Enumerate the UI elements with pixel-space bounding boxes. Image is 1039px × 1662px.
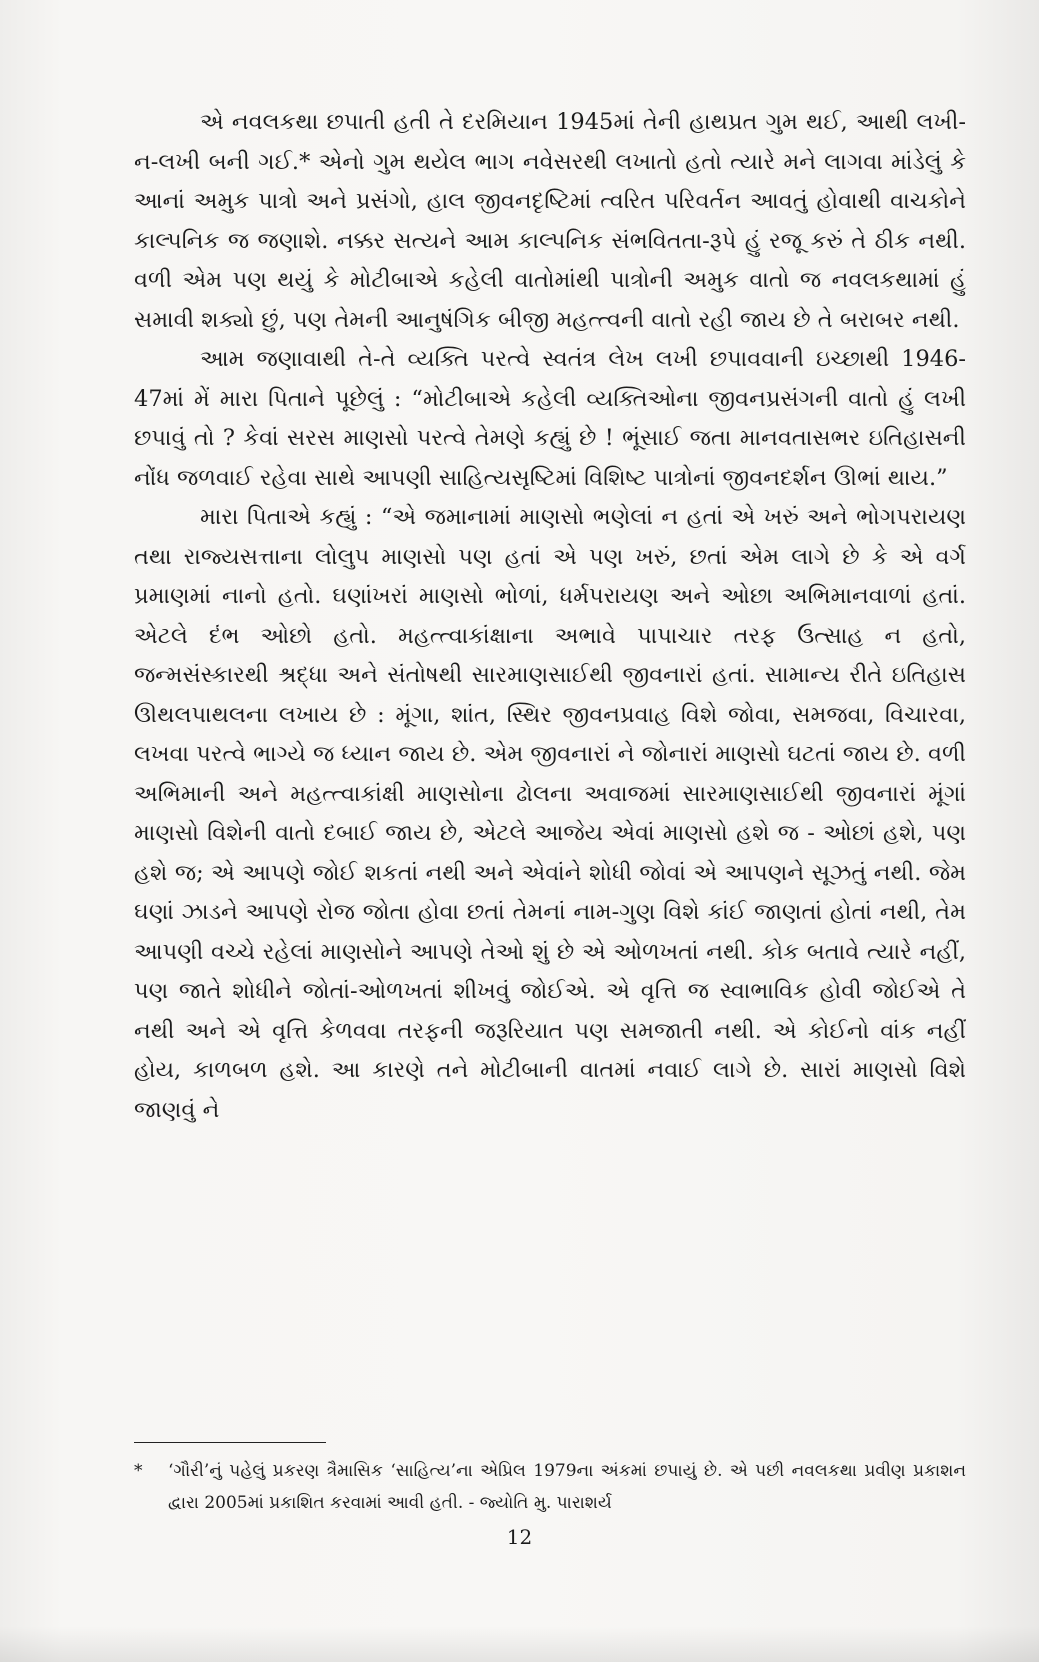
body-text <box>134 103 966 1130</box>
footnote-text: ‘ગૌરી’નું પહેલું પ્રકરણ ત્રૈમાસિક ‘સાહિત્ય’ના એપ્રિલ 1979ના અંકમાં છપાયું છે. એ પછી નવલકથા પ્રવીણ પ્રકાશન દ્વારા 2005માં પ્રકાશિત કરવામાં આવી હતી. - જ્યોતિ મુ. પારાશર્ય <box>168 1461 966 1513</box>
footnote <box>134 1455 966 1519</box>
paragraph-3: મારા પિતાએ કહ્યું : “એ જમાનામાં માણસો ભણેલાં ન હતાં એ ખરું અને ભોગપરાયણ તથા રાજ્યસત્તાના લોલુપ માણસો પણ હતાં એ પણ ખરું, છતાં એમ લાગે છે કે એ વર્ગ પ્રમાણમાં નાનો હતો. ઘણાંખરાં માણસો ભોળાં, ધર્મપરાયણ અને ઓછા અભિમાનવાળાં હતાં. એટલે દંભ ઓછો હતો. મહત્ત્વાકાંક્ષાના અભાવે પાપાચાર તરફ ઉત્સાહ ન હતો, જન્મસંસ્કારથી શ્રદ્ધા અને સંતોષથી સારમાણસાઈથી જીવનારાં હતાં. સામાન્ય રીતે ઇતિહાસ ઊથલપાથલના લખાય છે : મૂંગા, શાંત, સ્થિર જીવનપ્રવાહ વિશે જોવા, સમજવા, વિચારવા, લખવા પરત્વે ભાગ્યે જ ધ્યાન જાય છે. એમ જીવનારાં ને જોનારાં માણસો ઘટતાં જાય છે. વળી અભિમાની અને મહત્ત્વાકાંક્ષી માણસોના ઢોલના અવાજમાં સારમાણસાઈથી જીવનારાં મૂંગાં માણસો વિશેની વાતો દબાઈ જાય છે, એટલે આજેય એવાં માણસો હશે જ - ઓછાં હશે, પણ હશે જ; એ આપણે જોઈ શકતાં નથી અને એવાંને શોધી જોવાં એ આપણને સૂઝતું નથી. જેમ ઘણાં ઝાડને આપણે રોજ જોતા હોવા છતાં તેમનાં નામ-ગુણ વિશે કાંઈ જાણતાં હોતાં નથી, તેમ આપણી વચ્ચે રહેલાં માણસોને આપણે તેઓ શું છે એ ઓળખતાં નથી. કોક બતાવે ત્યારે નહીં, પણ જાતે શોધીને જોતાં-ઓળખતાં શીખવું જોઈએ. એ વૃત્તિ જ સ્વાભાવિક હોવી જોઈએ તે નથી અને એ વૃત્તિ કેળવવા તરફની જરૂરિયાત પણ સમજાતી નથી. એ કોઈનો વાંક નહીં હોય, કાળબળ હશે. આ કારણે તને મોટીબાની વાતમાં નવાઈ લાગે છે. સારાં માણસો વિશે જાણવું ને <box>134 504 966 1123</box>
paragraph-2: આમ જણાવાથી તે-તે વ્યક્તિ પરત્વે સ્વતંત્ર લેખ લખી છપાવવાની ઇચ્છાથી 1946-47માં મેં મારા પિતાને પૂછેલું : “મોટીબાએ કહેલી વ્યક્તિઓના જીવનપ્રસંગની વાતો હું લખી છપાવું તો ? કેવાં સરસ માણસો પરત્વે તેમણે કહ્યું છે ! ભૂંસાઈ જતા માનવતાસભર ઇતિહાસની નોંધ જળવાઈ રહેવા સાથે આપણી સાહિત્યસૃષ્ટિમાં વિશિષ્ટ પાત્રોનાં જીવનદર્શન ઊભાં થાય.” <box>134 346 966 491</box>
footnote-section <box>134 1455 966 1519</box>
footnote-marker: * <box>134 1461 143 1481</box>
paragraph-1: એ નવલકથા છપાતી હતી તે દરમિયાન 1945માં તેની હાથપ્રત ગુમ થઈ, આથી લખી-ન-લખી બની ગઈ.* એનો ગુમ થયેલ ભાગ નવેસરથી લખાતો હતો ત્યારે મને લાગવા માંડેલું કે આનાં અમુક પાત્રો અને પ્રસંગો, હાલ જીવનદૃષ્ટિમાં ત્વરિત પરિવર્તન આવતું હોવાથી વાચકોને કાલ્પનિક જ જણાશે. નક્કર સત્યને આમ કાલ્પનિક સંભવિતતા-રૂપે હું રજૂ કરું તે ઠીક નથી. વળી એમ પણ થયું કે મોટીબાએ કહેલી વાતોમાંથી પાત્રોની અમુક વાતો જ નવલકથામાં હું સમાવી શક્યો છું, પણ તેમની આનુષંગિક બીજી મહત્ત્વની વાતો રહી જાય છે તે બરાબર નથી. <box>134 109 966 333</box>
footnote-divider <box>134 1442 326 1443</box>
page-number: 12 <box>506 1525 533 1549</box>
